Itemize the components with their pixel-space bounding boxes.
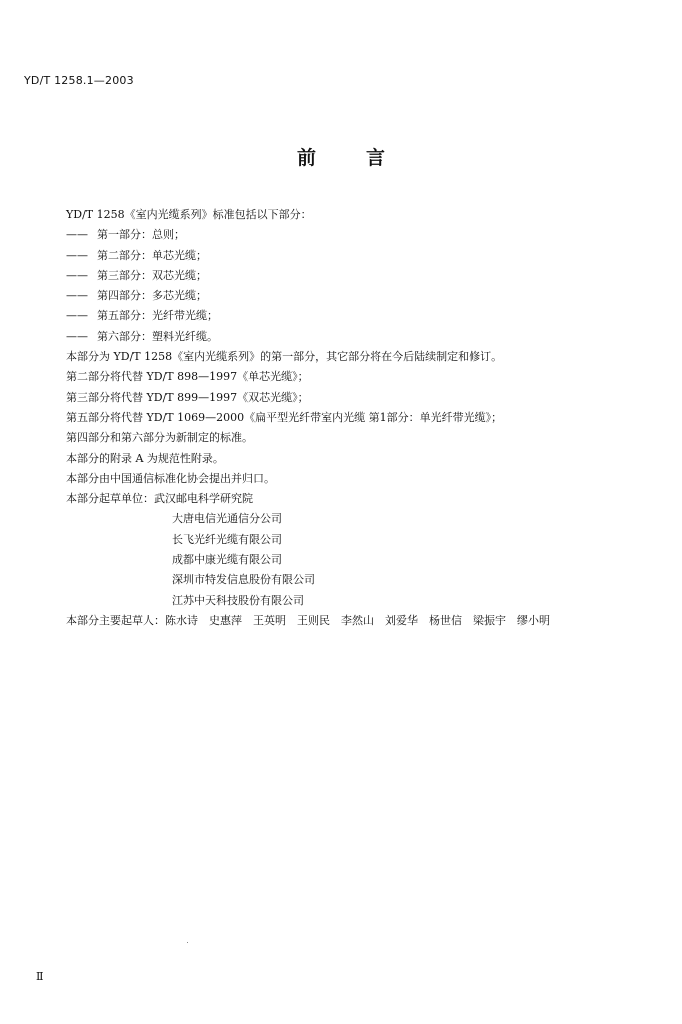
list-item — [66, 266, 666, 286]
document-code: YD/T 1258.1—2003 — [24, 74, 134, 87]
drafting-units-label: 本部分起草单位： — [66, 492, 154, 506]
intro-line: YD/T 1258《室内光缆系列》标准包括以下部分： — [66, 208, 312, 221]
list-item-text: 第二部分：单芯光缆； — [97, 248, 207, 262]
list-item — [66, 225, 666, 245]
list-dash: —— — [66, 289, 88, 303]
drafting-unit: 长飞光纤光缆有限公司 — [172, 532, 282, 546]
paragraph: 本部分由中国通信标准化协会提出并归口。 — [66, 471, 275, 485]
list-item-text: 第一部分：总则； — [97, 228, 185, 242]
paragraph: 第四部分和第六部分为新制定的标准。 — [66, 431, 253, 445]
list-item-text: 第六部分：塑料光纤缆。 — [97, 329, 218, 343]
drafting-unit: 深圳市特发信息股份有限公司 — [172, 573, 315, 587]
drafters-names: 陈水诗 史惠萍 王英明 王则民 李然山 刘爱华 杨世信 梁振宇 缪小明 — [165, 613, 550, 627]
list-dash: —— — [66, 309, 88, 323]
list-item — [66, 286, 666, 306]
drafting-unit-row — [66, 489, 666, 509]
title-char-2: 言 — [366, 147, 386, 169]
page-title — [0, 143, 682, 170]
paragraph: 本部分的附录 A 为规范性附录。 — [66, 451, 224, 465]
scan-speck — [187, 942, 188, 943]
list-item-text: 第四部分：多芯光缆； — [97, 289, 207, 303]
foreword-body — [66, 205, 666, 631]
drafters-row — [66, 611, 666, 631]
drafting-unit: 江苏中天科技股份有限公司 — [172, 593, 304, 607]
list-item — [66, 246, 666, 266]
list-dash: —— — [66, 268, 88, 282]
paragraph: 第五部分将代替 YD/T 1069—2000《扁平型光纤带室内光缆 第1部分：单光纤带光缆》； — [66, 410, 503, 424]
page-number: Ⅱ — [36, 970, 44, 983]
list-item-text: 第五部分：光纤带光缆； — [97, 309, 218, 323]
drafting-unit: 武汉邮电科学研究院 — [154, 492, 253, 506]
title-char-1: 前 — [296, 147, 316, 169]
list-dash: —— — [66, 248, 88, 262]
drafters-label: 本部分主要起草人： — [66, 613, 165, 627]
paragraph: 第二部分将代替 YD/T 898—1997《单芯光缆》； — [66, 370, 309, 384]
list-item — [66, 327, 666, 347]
drafting-unit: 大唐电信光通信分公司 — [172, 512, 282, 526]
list-dash: —— — [66, 228, 88, 242]
paragraph: 本部分为 YD/T 1258《室内光缆系列》的第一部分，其它部分将在今后陆续制定和修订。 — [66, 350, 503, 364]
list-dash: —— — [66, 329, 88, 343]
paragraph: 第三部分将代替 YD/T 899—1997《双芯光缆》； — [66, 390, 309, 404]
drafting-unit: 成都中康光缆有限公司 — [172, 553, 282, 567]
list-item — [66, 306, 666, 326]
list-item-text: 第三部分：双芯光缆； — [97, 268, 207, 282]
